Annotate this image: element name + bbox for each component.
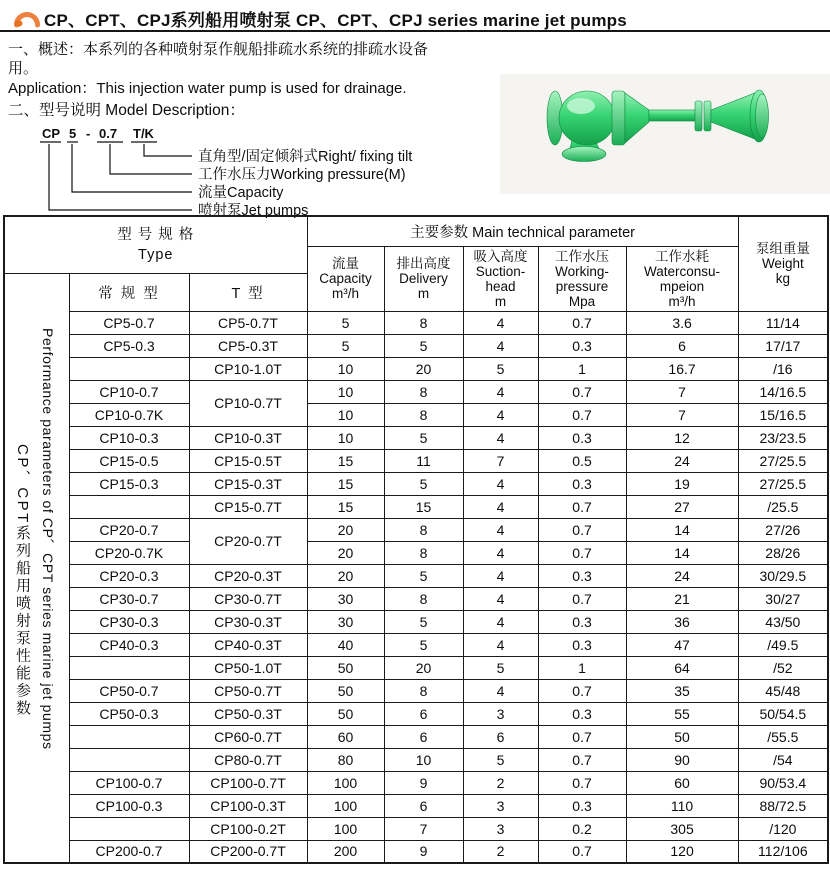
code-part-07: 0.7 <box>99 126 118 141</box>
callout-lines <box>49 144 192 210</box>
weight-cell: 17/17 <box>738 334 828 357</box>
header-type-group: 型 号 规 格 Type <box>4 216 307 273</box>
capacity-cell: 40 <box>307 633 384 656</box>
delivery-cell: 9 <box>384 840 463 863</box>
table-row <box>4 449 828 472</box>
table-row <box>4 403 828 426</box>
weight-cell: 112/106 <box>738 840 828 863</box>
water-cell: 35 <box>626 679 738 702</box>
type-t-cell: CP5-0.3T <box>189 334 307 357</box>
pump-converging-cone <box>625 93 649 143</box>
pressure-cell: 0.7 <box>538 541 626 564</box>
pressure-cell: 0.7 <box>538 403 626 426</box>
pressure-cell: 0.7 <box>538 771 626 794</box>
table-row <box>4 840 828 863</box>
delivery-cell: 8 <box>384 311 463 334</box>
type-regular-cell: CP30-0.7 <box>69 587 189 610</box>
pressure-cell: 0.7 <box>538 725 626 748</box>
side-label-zh: CP、CPT系列船用喷射泵性能参数 <box>14 443 31 718</box>
pressure-cell: 0.7 <box>538 748 626 771</box>
suction-cell: 7 <box>463 449 538 472</box>
table-row <box>4 725 828 748</box>
callout-line-tk <box>144 144 192 156</box>
model-code-parts <box>42 126 155 141</box>
type-t-cell: CP50-0.7T <box>189 679 307 702</box>
type-regular-cell: CP20-0.7K <box>69 541 189 564</box>
table-row <box>4 794 828 817</box>
type-regular-cell: CP5-0.3 <box>69 334 189 357</box>
water-cell: 14 <box>626 541 738 564</box>
pump-right-flange-face <box>756 94 769 138</box>
delivery-cell: 5 <box>384 334 463 357</box>
side-label-wrap <box>5 274 69 862</box>
suction-cell: 4 <box>463 541 538 564</box>
delivery-cell: 8 <box>384 679 463 702</box>
type-t-cell: CP100-0.3T <box>189 794 307 817</box>
table-row <box>4 334 828 357</box>
model-description-heading: 二、型号说明 Model Description： <box>8 102 245 119</box>
type-regular-cell: CP5-0.7 <box>69 311 189 334</box>
type-t-cell: CP100-0.2T <box>189 817 307 840</box>
capacity-cell: 15 <box>307 495 384 518</box>
delivery-cell: 9 <box>384 771 463 794</box>
pressure-cell: 0.7 <box>538 311 626 334</box>
delivery-cell: 10 <box>384 748 463 771</box>
delivery-cell: 15 <box>384 495 463 518</box>
capacity-cell: 80 <box>307 748 384 771</box>
type-t-cell: CP5-0.7T <box>189 311 307 334</box>
overview-text <box>8 40 528 78</box>
arc-blob <box>15 20 23 26</box>
delivery-cell: 5 <box>384 564 463 587</box>
table-row <box>4 426 828 449</box>
model-code-diagram <box>30 124 500 218</box>
water-cell: 6 <box>626 334 738 357</box>
weight-cell: 27/25.5 <box>738 449 828 472</box>
header-water: 工作水耗 Waterconsu- mpeion m³/h <box>626 246 738 311</box>
capacity-cell: 20 <box>307 518 384 541</box>
delivery-cell: 8 <box>384 380 463 403</box>
pump-body-flange <box>612 91 625 145</box>
delivery-cell: 6 <box>384 794 463 817</box>
type-t-cell: CP50-0.3T <box>189 702 307 725</box>
capacity-cell: 10 <box>307 380 384 403</box>
table-row <box>4 472 828 495</box>
pressure-cell: 0.7 <box>538 495 626 518</box>
weight-cell: 28/26 <box>738 541 828 564</box>
type-regular-cell <box>69 656 189 679</box>
weight-cell: 30/29.5 <box>738 564 828 587</box>
capacity-cell: 15 <box>307 449 384 472</box>
pressure-cell: 0.3 <box>538 472 626 495</box>
weight-cell: 14/16.5 <box>738 380 828 403</box>
suction-cell: 4 <box>463 518 538 541</box>
application-text: Application：This injection water pump is used for drainage. <box>8 80 407 97</box>
series-side-label-cell <box>4 273 69 863</box>
type-t-cell: CP100-0.7T <box>189 771 307 794</box>
water-cell: 3.6 <box>626 311 738 334</box>
suction-cell: 3 <box>463 794 538 817</box>
delivery-cell: 5 <box>384 426 463 449</box>
code-part-cp: CP <box>42 126 61 141</box>
type-regular-cell: CP200-0.7 <box>69 840 189 863</box>
water-cell: 60 <box>626 771 738 794</box>
water-cell: 50 <box>626 725 738 748</box>
suction-cell: 4 <box>463 472 538 495</box>
suction-cell: 4 <box>463 426 538 449</box>
capacity-cell: 60 <box>307 725 384 748</box>
pump-highlight <box>567 98 595 114</box>
table-row <box>4 679 828 702</box>
type-t-cell: CP10-0.3T <box>189 426 307 449</box>
pressure-cell: 0.7 <box>538 679 626 702</box>
weight-cell: 27/25.5 <box>738 472 828 495</box>
suction-cell: 4 <box>463 311 538 334</box>
pump-mid-flange-a <box>695 101 702 131</box>
capacity-cell: 5 <box>307 334 384 357</box>
type-t-cell: CP30-0.3T <box>189 610 307 633</box>
pressure-cell: 0.7 <box>538 587 626 610</box>
capacity-cell: 50 <box>307 679 384 702</box>
pressure-cell: 0.2 <box>538 817 626 840</box>
header-capacity: 流量 Capacity m³/h <box>307 246 384 311</box>
delivery-cell: 8 <box>384 587 463 610</box>
type-regular-cell: CP10-0.7 <box>69 380 189 403</box>
weight-cell: /16 <box>738 357 828 380</box>
delivery-cell: 20 <box>384 357 463 380</box>
type-regular-cell: CP10-0.7K <box>69 403 189 426</box>
water-cell: 110 <box>626 794 738 817</box>
table-row <box>4 817 828 840</box>
weight-cell: /54 <box>738 748 828 771</box>
water-cell: 47 <box>626 633 738 656</box>
pressure-cell: 0.3 <box>538 564 626 587</box>
type-regular-cell: CP20-0.3 <box>69 564 189 587</box>
header-suction: 吸入高度 Suction- head m <box>463 246 538 311</box>
water-cell: 7 <box>626 403 738 426</box>
type-t-cell: CP50-1.0T <box>189 656 307 679</box>
pump-diverging-cone <box>711 93 755 139</box>
label-capacity: 流量Capacity <box>198 185 284 201</box>
type-t-cell: CP60-0.7T <box>189 725 307 748</box>
brand-arc-icon <box>13 8 41 28</box>
water-cell: 19 <box>626 472 738 495</box>
code-labels <box>198 147 412 218</box>
table-row <box>4 656 828 679</box>
water-cell: 36 <box>626 610 738 633</box>
pump-bottom-flange <box>562 147 606 162</box>
type-t-cell: CP15-0.5T <box>189 449 307 472</box>
type-regular-cell: CP15-0.3 <box>69 472 189 495</box>
water-cell: 21 <box>626 587 738 610</box>
delivery-cell: 7 <box>384 817 463 840</box>
delivery-cell: 6 <box>384 702 463 725</box>
pressure-cell: 0.3 <box>538 334 626 357</box>
pressure-cell: 0.5 <box>538 449 626 472</box>
weight-cell: /25.5 <box>738 495 828 518</box>
overview-line-2: 用。 <box>8 60 39 77</box>
table-row <box>4 541 828 564</box>
suction-cell: 4 <box>463 564 538 587</box>
weight-cell: /55.5 <box>738 725 828 748</box>
delivery-cell: 20 <box>384 656 463 679</box>
weight-cell: 50/54.5 <box>738 702 828 725</box>
pressure-cell: 0.3 <box>538 794 626 817</box>
pressure-cell: 0.7 <box>538 518 626 541</box>
type-regular-cell: CP100-0.3 <box>69 794 189 817</box>
header-delivery: 排出高度 Delivery m <box>384 246 463 311</box>
water-cell: 55 <box>626 702 738 725</box>
type-t-cell: CP20-0.3T <box>189 564 307 587</box>
suction-cell: 4 <box>463 495 538 518</box>
water-cell: 120 <box>626 840 738 863</box>
pressure-cell: 0.3 <box>538 610 626 633</box>
capacity-cell: 50 <box>307 702 384 725</box>
table-row <box>4 380 828 403</box>
pump-throat-tube <box>649 110 699 121</box>
water-cell: 14 <box>626 518 738 541</box>
table-row <box>4 610 828 633</box>
page-title-en: CP、CPT、CPJ series marine jet pumps <box>296 11 627 30</box>
label-jet-pumps: 喷射泵Jet pumps <box>198 203 309 218</box>
water-cell: 64 <box>626 656 738 679</box>
pressure-cell: 0.3 <box>538 702 626 725</box>
weight-cell: /52 <box>738 656 828 679</box>
water-cell: 16.7 <box>626 357 738 380</box>
label-right-fixing-tilt: 直角型/固定倾斜式Right/ fixing tilt <box>198 149 413 165</box>
suction-cell: 4 <box>463 633 538 656</box>
type-t-cell: CP80-0.7T <box>189 748 307 771</box>
water-cell: 305 <box>626 817 738 840</box>
callout-line-5 <box>72 144 192 192</box>
capacity-cell: 100 <box>307 794 384 817</box>
type-regular-cell <box>69 357 189 380</box>
code-part-5: 5 <box>69 126 77 141</box>
pressure-cell: 0.3 <box>538 633 626 656</box>
suction-cell: 5 <box>463 748 538 771</box>
capacity-cell: 20 <box>307 564 384 587</box>
type-regular-cell: CP15-0.5 <box>69 449 189 472</box>
header-weight: 泵组重量 Weight kg <box>738 216 828 311</box>
header-row-groups <box>4 216 828 246</box>
callout-line-07 <box>110 144 192 174</box>
table-row <box>4 311 828 334</box>
suction-cell: 3 <box>463 817 538 840</box>
delivery-cell: 11 <box>384 449 463 472</box>
weight-cell: 45/48 <box>738 679 828 702</box>
delivery-cell: 5 <box>384 472 463 495</box>
table-row <box>4 587 828 610</box>
suction-cell: 3 <box>463 702 538 725</box>
type-regular-cell <box>69 495 189 518</box>
water-cell: 7 <box>626 380 738 403</box>
type-regular-cell <box>69 748 189 771</box>
capacity-cell: 10 <box>307 357 384 380</box>
capacity-cell: 100 <box>307 771 384 794</box>
pressure-cell: 0.3 <box>538 426 626 449</box>
water-cell: 27 <box>626 495 738 518</box>
header-regular-type: 常 规 型 <box>69 273 189 311</box>
capacity-cell: 200 <box>307 840 384 863</box>
suction-cell: 5 <box>463 656 538 679</box>
capacity-cell: 10 <box>307 403 384 426</box>
page-title-zh: CP、CPT、CPJ系列船用喷射泵 <box>44 11 292 30</box>
weight-cell: 43/50 <box>738 610 828 633</box>
suction-cell: 4 <box>463 587 538 610</box>
type-regular-cell: CP40-0.3 <box>69 633 189 656</box>
delivery-cell: 8 <box>384 403 463 426</box>
table-row <box>4 357 828 380</box>
type-t-cell: CP10-0.7T <box>189 380 307 426</box>
suction-cell: 2 <box>463 840 538 863</box>
suction-cell: 5 <box>463 357 538 380</box>
water-cell: 24 <box>626 564 738 587</box>
suction-cell: 4 <box>463 679 538 702</box>
delivery-cell: 6 <box>384 725 463 748</box>
capacity-cell: 100 <box>307 817 384 840</box>
type-regular-cell: CP50-0.3 <box>69 702 189 725</box>
weight-cell: 30/27 <box>738 587 828 610</box>
table-row <box>4 633 828 656</box>
type-regular-cell: CP20-0.7 <box>69 518 189 541</box>
suction-cell: 2 <box>463 771 538 794</box>
type-t-cell: CP10-1.0T <box>189 357 307 380</box>
type-t-cell: CP20-0.7T <box>189 518 307 564</box>
weight-cell: 23/23.5 <box>738 426 828 449</box>
table-row <box>4 518 828 541</box>
delivery-cell: 5 <box>384 633 463 656</box>
header-pressure: 工作水压 Working- pressure Mpa <box>538 246 626 311</box>
weight-cell: 11/14 <box>738 311 828 334</box>
table-row <box>4 495 828 518</box>
weight-cell: /49.5 <box>738 633 828 656</box>
type-regular-cell: CP10-0.3 <box>69 426 189 449</box>
type-t-cell: CP200-0.7T <box>189 840 307 863</box>
delivery-cell: 8 <box>384 541 463 564</box>
capacity-cell: 15 <box>307 472 384 495</box>
code-part-dash: - <box>86 126 91 141</box>
header-main-parameters: 主要参数 Main technical parameter <box>307 216 738 246</box>
suction-cell: 4 <box>463 610 538 633</box>
capacity-cell: 50 <box>307 656 384 679</box>
weight-cell: /120 <box>738 817 828 840</box>
type-t-cell: CP30-0.7T <box>189 587 307 610</box>
side-label-en: Performance parameters of CP、CPT series marine jet pumps <box>40 327 56 750</box>
pump-mid-flange-b <box>704 101 711 131</box>
type-regular-cell: CP30-0.3 <box>69 610 189 633</box>
table-row <box>4 702 828 725</box>
table-row <box>4 771 828 794</box>
suction-cell: 4 <box>463 334 538 357</box>
type-t-cell: CP40-0.3T <box>189 633 307 656</box>
delivery-cell: 8 <box>384 518 463 541</box>
type-regular-cell <box>69 725 189 748</box>
overview-line-1: 一、概述：本系列的各种喷射泵作舰船排疏水系统的排疏水设备 <box>8 41 429 58</box>
table-row <box>4 748 828 771</box>
weight-cell: 27/26 <box>738 518 828 541</box>
pressure-cell: 0.7 <box>538 380 626 403</box>
type-t-cell: CP15-0.7T <box>189 495 307 518</box>
pressure-cell: 0.7 <box>538 840 626 863</box>
code-part-tk: T/K <box>133 126 154 141</box>
suction-cell: 4 <box>463 403 538 426</box>
type-regular-cell: CP100-0.7 <box>69 771 189 794</box>
capacity-cell: 10 <box>307 426 384 449</box>
page-title <box>44 6 627 31</box>
type-t-cell: CP15-0.3T <box>189 472 307 495</box>
pressure-cell: 1 <box>538 357 626 380</box>
title-divider <box>0 30 830 32</box>
capacity-cell: 30 <box>307 610 384 633</box>
pump-photo <box>543 80 808 188</box>
weight-cell: 90/53.4 <box>738 771 828 794</box>
header-t-type: T 型 <box>189 273 307 311</box>
capacity-cell: 30 <box>307 587 384 610</box>
type-regular-cell: CP50-0.7 <box>69 679 189 702</box>
pressure-cell: 1 <box>538 656 626 679</box>
label-working-pressure: 工作水压力Working pressure(M) <box>198 167 406 183</box>
capacity-cell: 5 <box>307 311 384 334</box>
weight-cell: 15/16.5 <box>738 403 828 426</box>
delivery-cell: 5 <box>384 610 463 633</box>
water-cell: 12 <box>626 426 738 449</box>
water-cell: 24 <box>626 449 738 472</box>
callout-line-cp <box>49 144 192 210</box>
table-row <box>4 564 828 587</box>
suction-cell: 6 <box>463 725 538 748</box>
spec-table <box>3 215 829 864</box>
water-cell: 90 <box>626 748 738 771</box>
weight-cell: 88/72.5 <box>738 794 828 817</box>
suction-cell: 4 <box>463 380 538 403</box>
capacity-cell: 20 <box>307 541 384 564</box>
type-regular-cell <box>69 817 189 840</box>
